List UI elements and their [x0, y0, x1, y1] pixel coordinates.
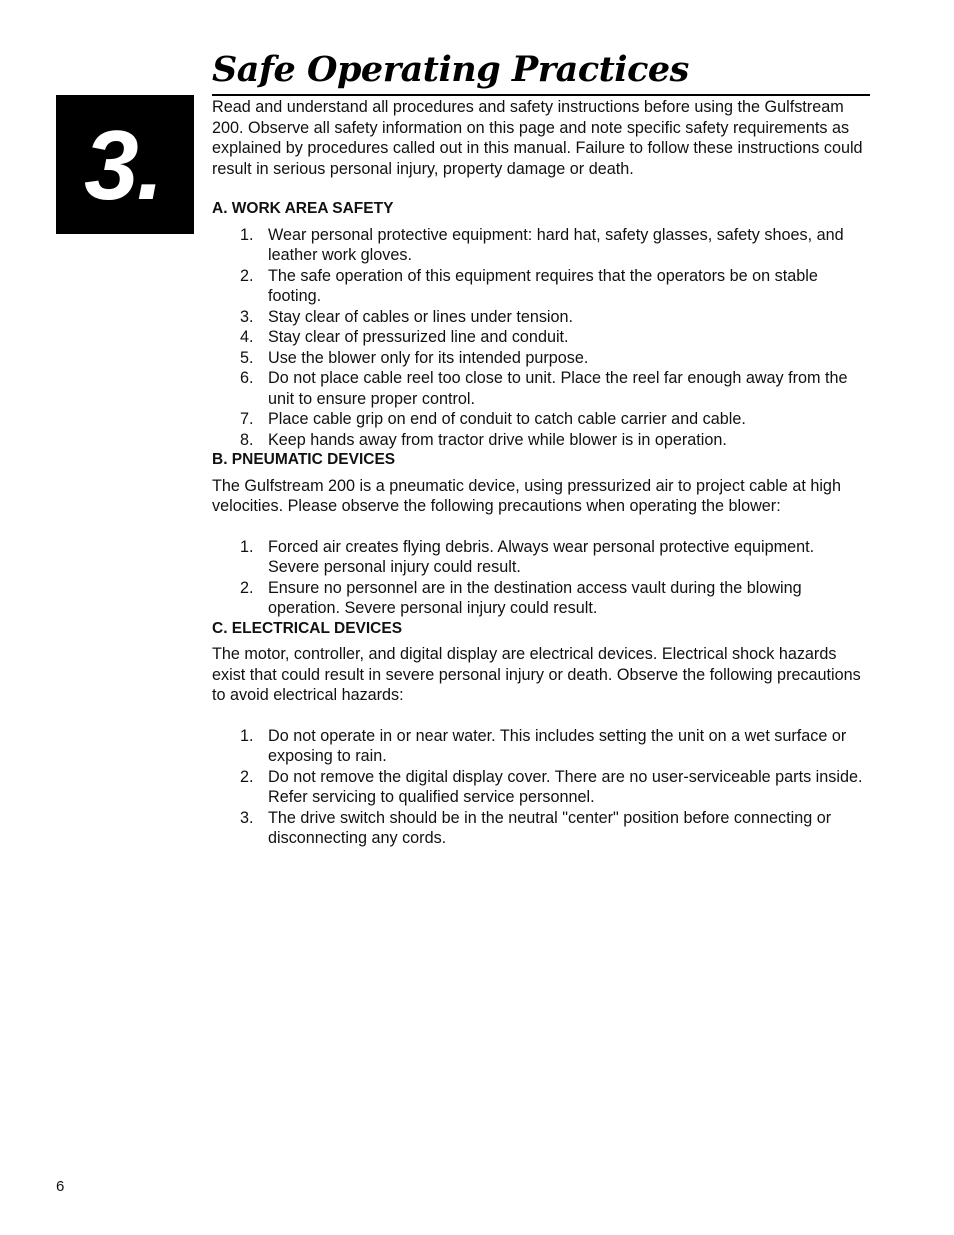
list-item-number: 4.: [240, 328, 254, 346]
list-item-text: Wear personal protective equipment: hard hat, safety glasses, safety shoes, and leather work gloves.: [268, 225, 844, 264]
list-item-text: Forced air creates flying debris. Always wear personal protective equipment. Severe personal injury could result.: [268, 537, 815, 576]
list-item: [212, 327, 868, 348]
intro-paragraph: Read and understand all procedures and safety instructions before using the Gulfstream 200. Observe all safety information on this page and note specific safety requirements as explained by procedures called out in this manual. Failure to follow these instructions could result in serious personal injury, property damage or death.: [212, 98, 863, 178]
list-item-text: Keep hands away from tractor drive while blower is in operation.: [268, 430, 727, 449]
list-item: [212, 808, 868, 849]
list-item-number: 3.: [240, 808, 254, 827]
section-heading-electrical-devices: C. ELECTRICAL DEVICES: [212, 619, 403, 637]
list-item-number: 1.: [240, 537, 254, 556]
list-item-text: Do not operate in or near water. This includes setting the unit on a wet surface or exposing to rain.: [268, 726, 847, 765]
work-area-safety-list: [212, 225, 868, 451]
list-item-number: 7.: [240, 410, 254, 428]
list-item-number: 1.: [240, 225, 254, 244]
list-item: [212, 266, 868, 307]
list-item: [212, 726, 868, 767]
chapter-number: 3.: [84, 109, 162, 220]
list-item: [212, 307, 868, 328]
list-item-text: Stay clear of pressurized line and conduit.: [268, 328, 569, 346]
pneumatic-devices-list: [212, 537, 868, 619]
list-item-number: 3.: [240, 307, 254, 326]
list-item-text: Stay clear of cables or lines under tension.: [268, 307, 574, 326]
pneumatic-devices-paragraph: The Gulfstream 200 is a pneumatic device, using pressurized air to project cable at high velocities. Please observe the following precautions when operating the blower:: [212, 476, 841, 515]
list-item: [212, 767, 868, 808]
list-item-number: 5.: [240, 348, 254, 367]
list-item-text: The safe operation of this equipment requires that the operators be on stable footing.: [268, 266, 818, 305]
list-item-text: Use the blower only for its intended purpose.: [268, 348, 589, 367]
list-item-number: 6.: [240, 369, 254, 387]
list-item-number: 2.: [240, 767, 254, 786]
list-item-number: 2.: [240, 266, 254, 285]
list-item-text: Do not remove the digital display cover. There are no user-serviceable parts inside. Refer servicing to qualified service personnel.: [268, 767, 863, 806]
list-item-text: Place cable grip on end of conduit to catch cable carrier and cable.: [268, 410, 746, 428]
section-heading-work-area-safety: A. WORK AREA SAFETY: [212, 200, 394, 217]
electrical-devices-list: [212, 726, 868, 849]
list-item-text: The drive switch should be in the neutral "center" position before connecting or disconnecting any cords.: [268, 808, 832, 847]
list-item-number: 1.: [240, 726, 254, 745]
list-item-text: Ensure no personnel are in the destination access vault during the blowing operation. Severe personal injury could result.: [268, 578, 802, 617]
list-item: [212, 225, 868, 266]
chapter-number-block: [56, 95, 194, 234]
list-item: [212, 348, 868, 369]
page-content: [212, 97, 868, 849]
list-item-number: 8.: [240, 430, 254, 449]
list-item: [212, 537, 868, 578]
section-heading-pneumatic-devices: B. PNEUMATIC DEVICES: [212, 451, 396, 468]
title-rule: [212, 94, 870, 96]
page-title: Safe Operating Practices: [212, 49, 689, 90]
list-item: [212, 368, 868, 409]
electrical-devices-paragraph: The motor, controller, and digital display are electrical devices. Electrical shock hazards exist that could result in severe personal injury or death. Observe the following precautions to avoid electrical hazards:: [212, 645, 861, 704]
list-item-text: Do not place cable reel too close to unit. Place the reel far enough away from the unit to ensure proper control.: [268, 369, 848, 408]
list-item: [212, 409, 868, 430]
page-number: 6: [56, 1178, 65, 1195]
list-item: [212, 430, 868, 451]
list-item-number: 2.: [240, 578, 254, 597]
list-item: [212, 578, 868, 619]
